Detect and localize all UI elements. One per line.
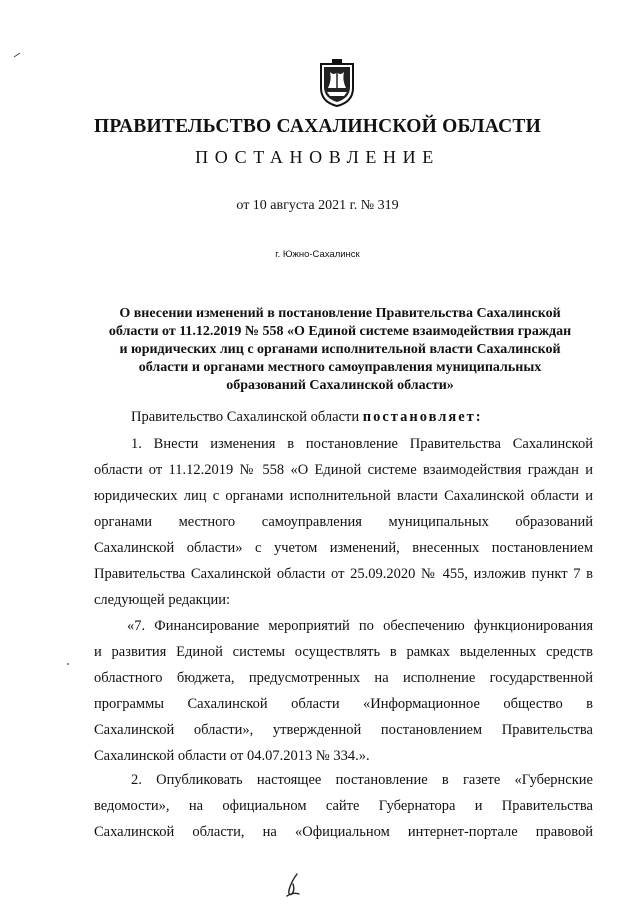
quote-line: «7. Финансирование мероприятий по обеспечению функционирования bbox=[127, 618, 593, 634]
item-1-line: области от 11.12.2019 № 558 «О Единой системе взаимодействия граждан и bbox=[94, 462, 593, 478]
quote-line: Сахалинской области от 04.07.2013 № 334.». bbox=[94, 748, 370, 764]
scan-mark-icon bbox=[13, 52, 21, 58]
quote-line: программы Сахалинской области «Информационное общество в bbox=[94, 696, 593, 712]
quote-line: Сахалинской области», утвержденной постановлением Правительства bbox=[94, 722, 593, 738]
document-city: г. Южно-Сахалинск bbox=[275, 249, 360, 260]
preamble-paragraph bbox=[94, 404, 593, 430]
government-title: ПРАВИТЕЛЬСТВО САХАЛИНСКОЙ ОБЛАСТИ bbox=[94, 116, 541, 137]
item-1-line: следующей редакции: bbox=[94, 592, 231, 608]
preamble-line bbox=[94, 404, 593, 430]
quote-line: областного бюджета, предусмотренных на исполнение государственной bbox=[94, 670, 593, 686]
item-1-line: органами местного самоуправления муниципальных образований bbox=[94, 514, 593, 530]
document-date-number: от 10 августа 2021 г. № 319 bbox=[236, 198, 399, 213]
subject-line: образований Сахалинской области» bbox=[226, 378, 454, 393]
item-2-line: Сахалинской области, на «Официальном интернет-портале правовой bbox=[94, 824, 593, 840]
item-2-line: 2. Опубликовать настоящее постановление в газете «Губернские bbox=[131, 772, 593, 788]
item-2-line: ведомости», на официальном сайте Губернатора и Правительства bbox=[94, 798, 593, 814]
item-2-paragraph bbox=[94, 767, 593, 845]
item-1-line: юридических лиц с органами исполнительной власти Сахалинской области и bbox=[94, 488, 593, 504]
item-1-line: Правительства Сахалинской области от 25.09.2020 № 455, изложив пункт 7 в bbox=[94, 566, 593, 582]
subject-line: области от 11.12.2019 № 558 «О Единой системе взаимодействия граждан bbox=[108, 324, 572, 339]
coat-of-arms-icon bbox=[318, 58, 356, 108]
subject-line: О внесении изменений в постановление Правительства Сахалинской bbox=[119, 306, 561, 321]
item-1-line: 1. Внести изменения в постановление Правительства Сахалинской bbox=[131, 436, 593, 452]
subject-line: и юридических лиц с органами исполнительной власти Сахалинской bbox=[119, 342, 561, 357]
subject-line: области и органами местного самоуправления муниципальных bbox=[138, 360, 542, 375]
preamble-text: Правительство Сахалинской области bbox=[131, 409, 363, 425]
preamble-keyword: постановляет: bbox=[362, 409, 483, 425]
item-1-paragraph bbox=[94, 431, 593, 613]
handwritten-mark-icon bbox=[283, 872, 303, 900]
scan-dot-icon bbox=[66, 662, 70, 666]
quoted-clause bbox=[94, 613, 593, 769]
document-type: ПОСТАНОВЛЕНИЕ bbox=[195, 147, 440, 167]
item-1-line: Сахалинской области» с учетом изменений, внесенных постановлением bbox=[94, 540, 593, 556]
document-subject bbox=[90, 305, 590, 395]
quote-line: и развития Единой системы осуществлять в рамках выделенных средств bbox=[94, 644, 593, 660]
